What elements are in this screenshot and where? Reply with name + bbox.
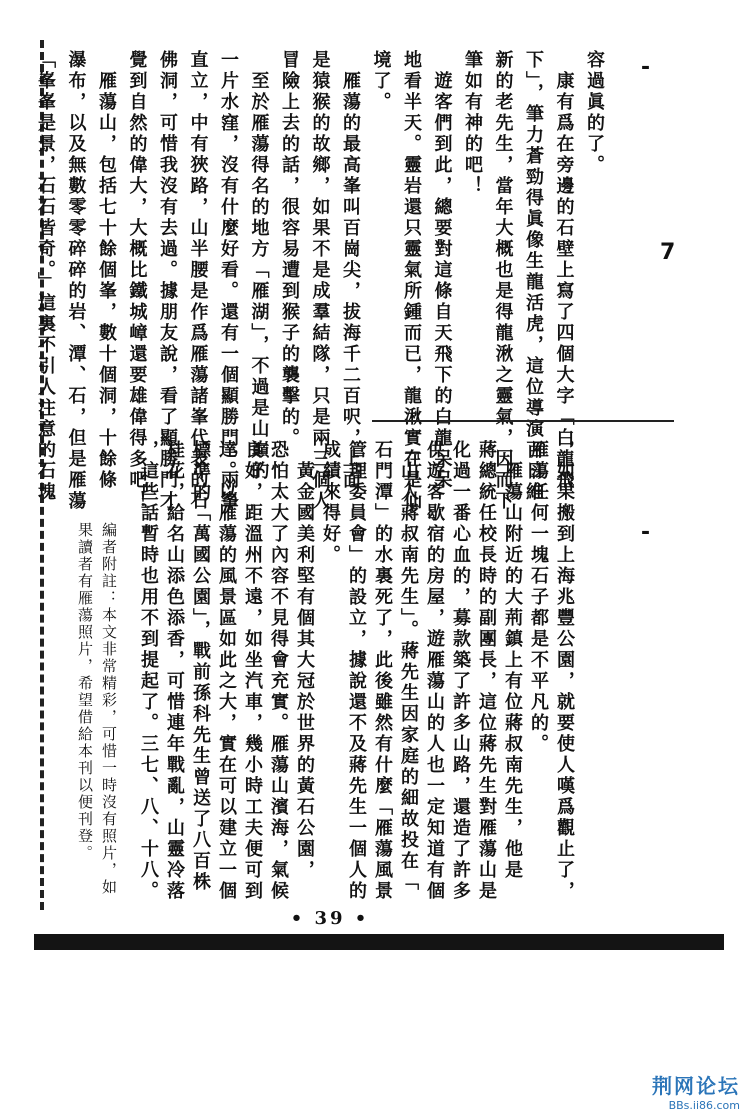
text-column: ，如果搬到上海兆豐公園，就要使人嘆爲觀止了，	[554, 440, 575, 902]
forum-watermark	[600, 1070, 740, 1112]
text-column: 良好，距溫州不遠，如坐汽車，幾小時工夫便可到	[242, 440, 263, 902]
text-column: 佛洞，可惜我沒有去過。據朋友說，看了顯勝門才	[157, 50, 178, 512]
text-column: 「峯峯是景，石石皆奇。」這裏不引人注意的石塊	[35, 50, 56, 503]
text-column: 恐怕太大了內容不見得會充實。雁蕩山濱海，氣候	[268, 440, 289, 902]
text-column: 雁蕩山，包括七十餘個峯，數十個洞，十餘條	[96, 50, 117, 491]
text-column: 達。以雁蕩的風景區如此之大，實在可以建立一個	[216, 440, 237, 902]
text-column: 境了。	[370, 50, 392, 113]
text-column: 容過眞的了。	[584, 50, 605, 176]
text-column: 黃金國美利堅有個其大冠於世界的黃石公園，	[294, 440, 315, 881]
text-column: 桂花，給名山添色添香，可惜連年戰亂，山靈冷落	[164, 440, 185, 902]
text-column: 化過一番心血的，募款築了許多山路，還造了許多	[450, 440, 471, 902]
text-column: 是猿猴的故鄉，如果不是成羣結隊，只是兩三個人	[309, 50, 331, 512]
text-column: 一片水窪，沒有什麼好看。還有一個顯勝門，兩峯	[218, 50, 239, 512]
text-column: 雁蕩的最高峯叫百崗尖，拔海千二百呎，上面	[340, 50, 361, 491]
text-column: 雁蕩任何一塊石子都是不平凡的。	[528, 440, 549, 755]
margin-mark: ⁃	[640, 55, 651, 80]
text-column: 編者附註：本文非常精彩，可惜一時沒有照片，如	[100, 522, 118, 896]
margin-mark: 7	[660, 240, 676, 265]
text-column: 「山人蔣叔南先生」。蔣先生因家庭的細故投在「	[398, 440, 419, 893]
text-column: 直立，中有狹路，山半腰是作爲雁蕩諸峯代表的石	[187, 50, 209, 512]
text-column: 新的老先生，當年大概也是得龍湫之靈氣，因而下	[492, 50, 514, 512]
page-number: • 39 •	[290, 908, 370, 929]
watermark-title: 荆网论坛	[652, 1074, 740, 1098]
text-column: 下」，筆力蒼勁得眞像生龍活虎，這位導演百日維	[523, 50, 544, 503]
text-column: 石門潭」的水裏死了，此後雖然有什麼「雁蕩風景	[372, 440, 393, 902]
text-column: 冒險上去的話，很容易遭到猴子的襲擊的。	[279, 50, 300, 449]
text-column: ，這些話暫時也用不到提起了。三七、八、十八。	[138, 440, 159, 902]
bottom-border-bar	[34, 934, 724, 950]
section-divider	[372, 420, 674, 422]
margin-mark: ⁃	[640, 520, 651, 545]
text-column: 供遊客歇宿的房屋，遊雁蕩山的人也一定知道有個	[424, 440, 445, 902]
text-column: 果讀者有雁蕩照片，希望借給本刊以便刊登。	[76, 522, 94, 862]
watermark-url: BBs.ii86.com	[668, 1099, 740, 1112]
text-column: 蔣總統任校長時的副團長，這位蔣先生對雁蕩山是	[476, 440, 497, 902]
text-column: 覺到自然的偉大，大概比鐵城嶂還要雄偉得多吧！	[126, 50, 148, 512]
text-column: 瀑布，以及無數零零碎碎的岩、潭、石，但是雁蕩	[65, 50, 87, 512]
text-column: 管理委員會」的設立，據說還不及蔣先生一個人的	[346, 440, 367, 902]
text-column: 筆如有神的吧！	[462, 50, 483, 197]
text-column: 成績來得好。	[320, 440, 341, 566]
text-column: 標準的「萬國公園」，戰前孫科先生曾送了八百株	[190, 440, 211, 893]
text-column: 地看半天。靈岩還只靈氣所鍾而已，龍湫實在是仙	[401, 50, 422, 512]
text-column: 至於雁蕩得名的地方「雁湖」，不過是山巔的	[248, 50, 270, 482]
text-column: 雁蕩山附近的大荊鎮上有位蔣叔南先生，他是	[502, 440, 523, 881]
text-column: 遊客們到此，總要對這條自天飛下的白龍呆呆	[431, 50, 453, 491]
text-column: 康有爲在旁邊的石壁上寫了四個大字「白龍飛	[553, 50, 575, 491]
